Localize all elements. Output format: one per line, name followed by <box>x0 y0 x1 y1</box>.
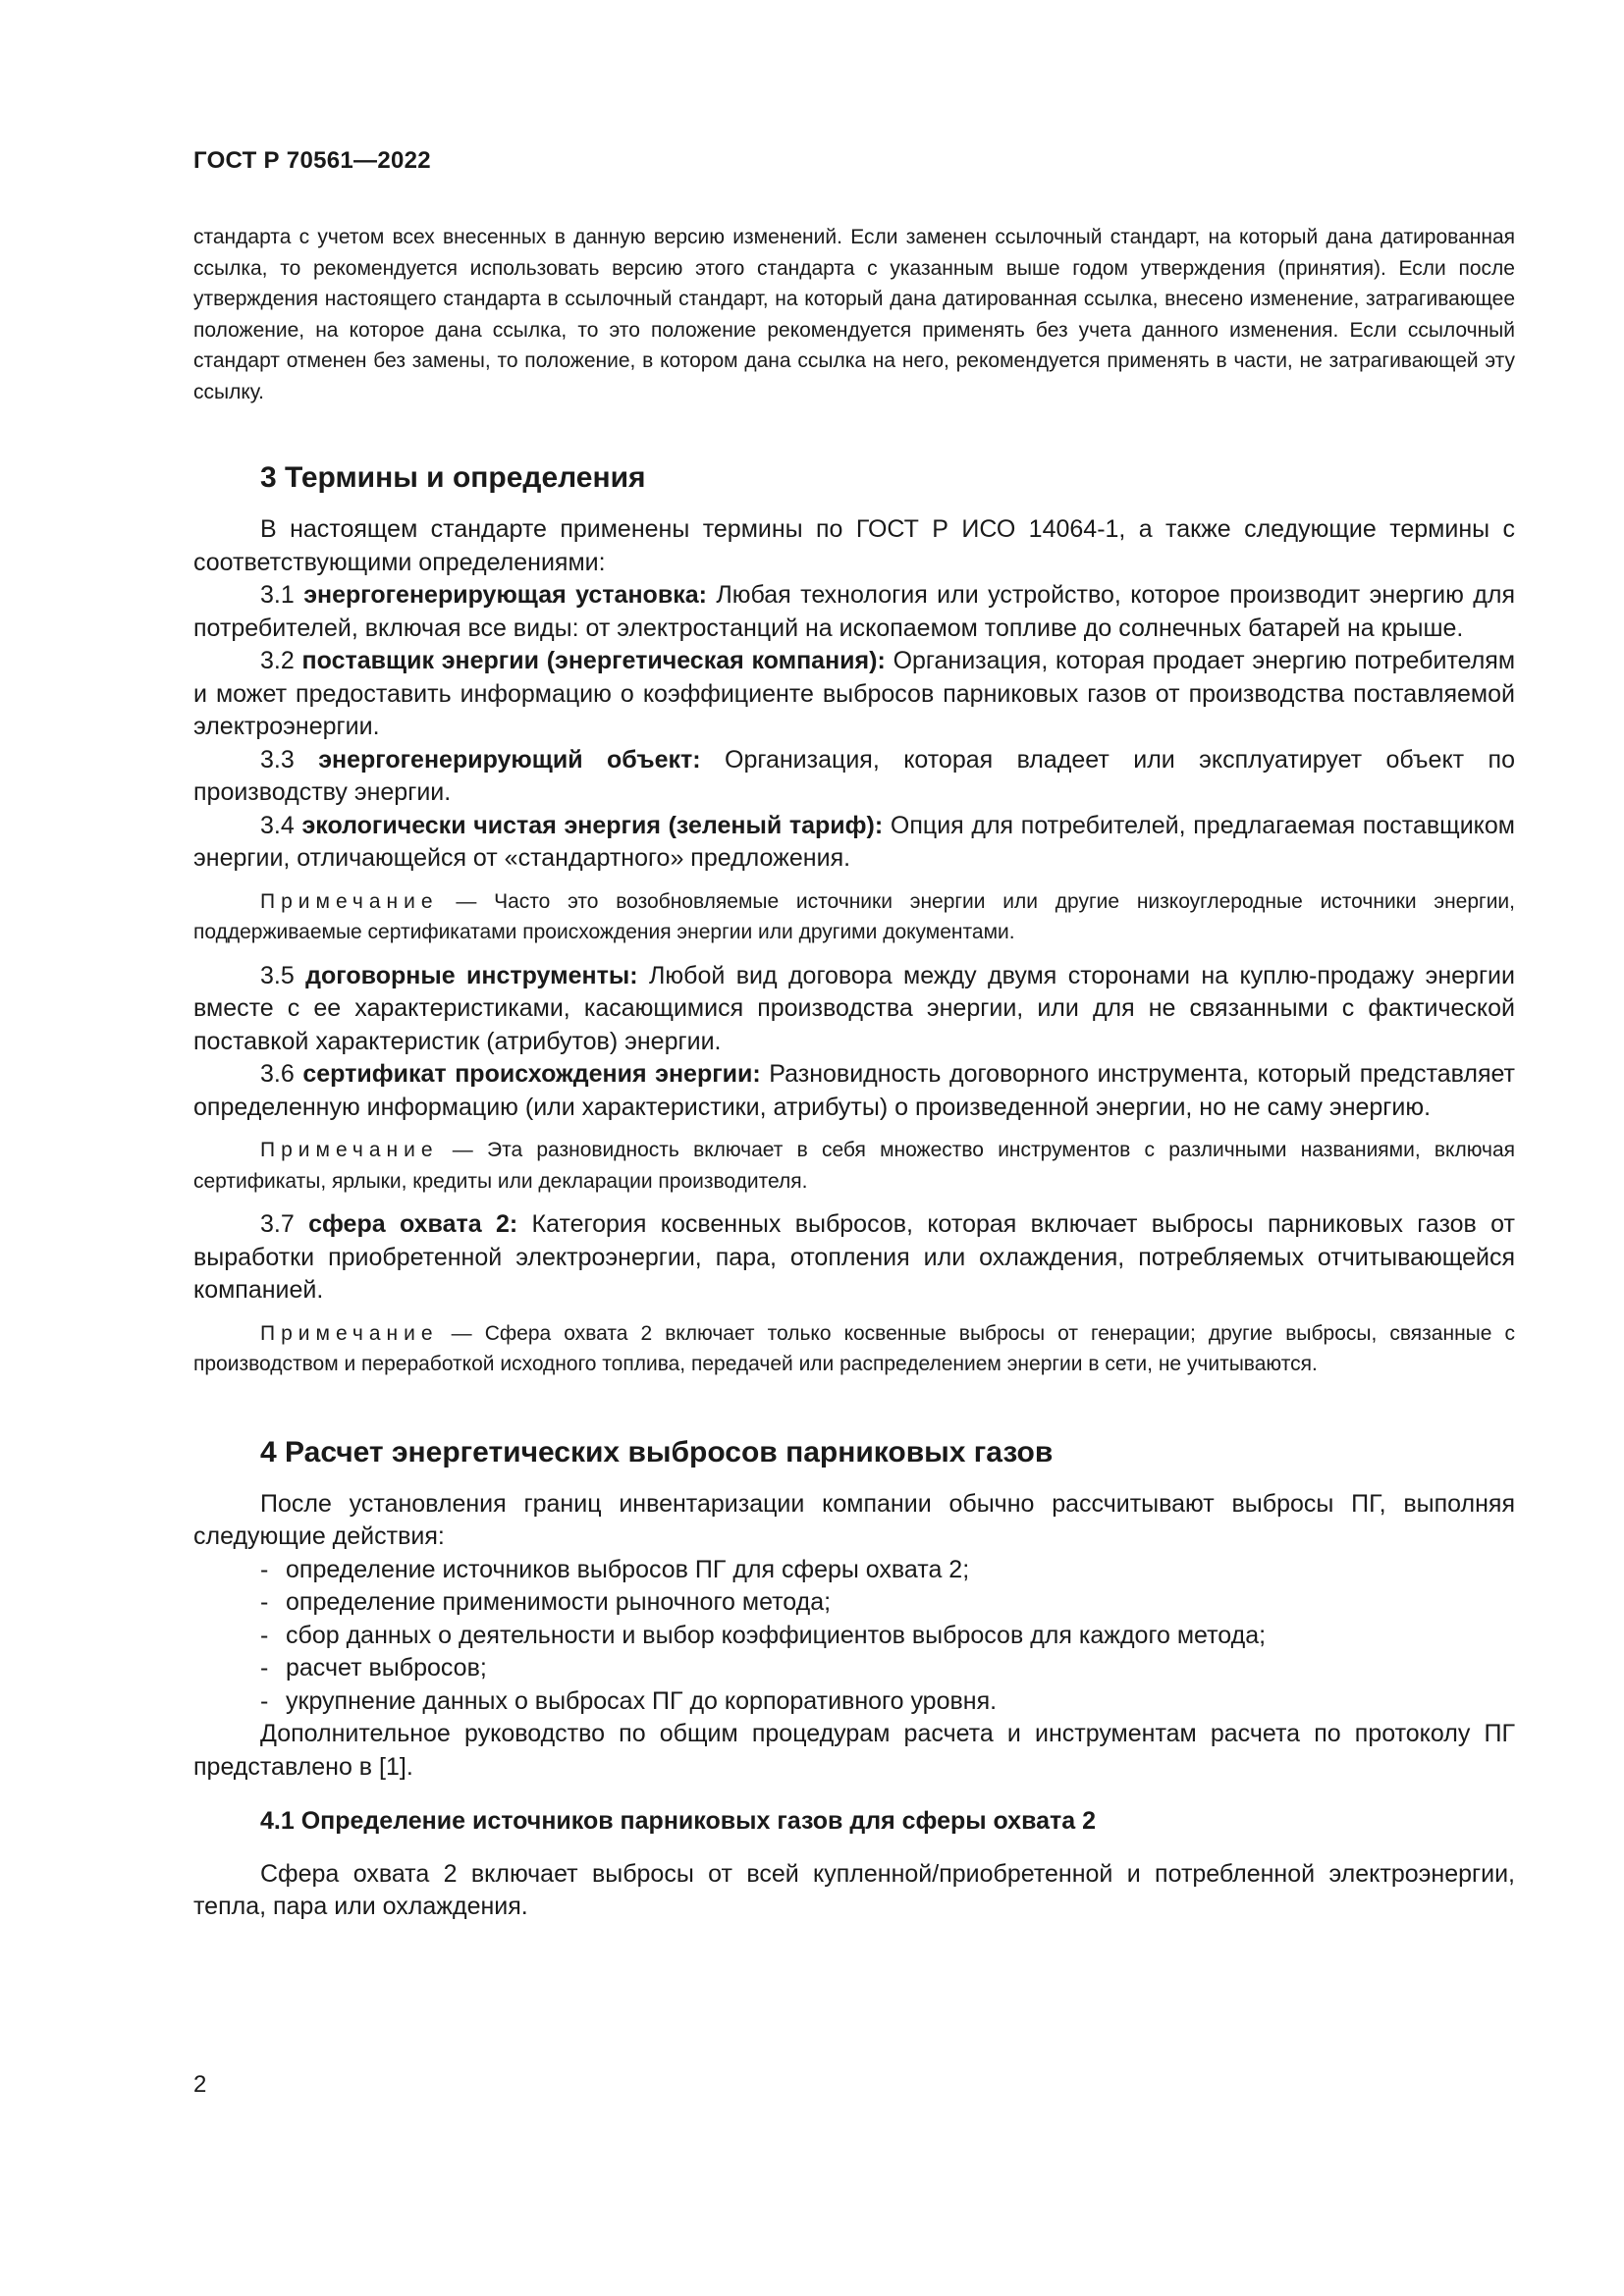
term-number: 3.5 <box>260 961 295 989</box>
note-text: — Сфера охвата 2 включает только косвенные выбросы от генерации; другие выбросы, связанные с производством и переработкой исходного топлива, передачей или распределением энергии в сети, не учитываются. <box>193 1321 1516 1375</box>
steps-list <box>193 1554 1515 1719</box>
list-marker: - <box>260 1621 269 1649</box>
section-4-extra: Дополнительное руководство по общим процедурам расчета и инструментам расчета по протоколу ПГ представлено в [1]. <box>193 1720 1515 1781</box>
term-definition: Категория косвенных выбросов, которая включает выбросы парниковых газов от выработки приобретенной электроэнергии, пара, отопления или охлаждения, потребляемых отчитывающейся компанией. <box>193 1210 1515 1304</box>
term-definition: Разновидность договорного инструмента, который представляет определенную информацию (или характеристики, атрибуты) о произведенной энергии, но не саму энергию. <box>193 1060 1516 1121</box>
list-item-text: определение применимости рыночного метода; <box>286 1588 832 1616</box>
term-name: экологически чистая энергия (зеленый тариф): <box>301 811 884 839</box>
intro-paragraph: стандарта с учетом всех внесенных в данную версию изменений. Если заменен ссылочный стандарт, на который дана датированная ссылка, то рекомендуется использовать версию этого стандарта с указанным выше годом утверждения (принятия). Если после утверждения настоящего стандарта в ссылочный стандарт, на который дана датированная ссылка, внесено изменение, затрагивающее положение, на которое дана ссылка, то это положение рекомендуется применять без учета данного изменения. Если ссылочный стандарт отменен без замены, то положение, в котором дана ссылка на него, рекомендуется применять в части, не затрагивающей эту ссылку. <box>193 226 1515 403</box>
note-text: — Часто это возобновляемые источники энергии или другие низкоуглеродные источники энергии, поддерживаемые сертификатами происхождения энергии или другими документами. <box>193 889 1515 943</box>
page-content <box>193 222 1515 1924</box>
term-definition: Организация, которая владеет или эксплуатирует объект по производству энергии. <box>193 745 1515 806</box>
list-item-text: укрупнение данных о выбросах ПГ до корпоративного уровня. <box>286 1686 998 1715</box>
term-number: 3.3 <box>260 745 295 774</box>
term-number: 3.1 <box>260 581 295 609</box>
list-marker: - <box>260 1555 269 1583</box>
term-number: 3.7 <box>260 1210 295 1238</box>
term-name: сфера охвата 2: <box>308 1210 518 1238</box>
term-name: энергогенерирующий объект: <box>318 745 701 774</box>
note-label: Примечание <box>260 1139 439 1161</box>
subsection-4-1-title: 4.1 Определение источников парниковых газов для сферы охвата 2 <box>260 1807 1097 1835</box>
list-item <box>260 1586 1515 1620</box>
term-definition: Любая технология или устройство, которое производит энергию для потребителей, включая все виды: от электростанций на ископаемом топливе до солнечных батарей на крыше. <box>193 581 1515 642</box>
term-definition: Опция для потребителей, предлагаемая поставщиком энергии, отличающейся от «стандартного» предложения. <box>193 811 1515 872</box>
list-item <box>260 1652 1515 1685</box>
term-3-5 <box>193 960 1515 1059</box>
list-item <box>260 1685 1515 1719</box>
note-2 <box>193 1135 1515 1197</box>
term-3-3 <box>193 744 1515 810</box>
document-header: ГОСТ Р 70561—2022 <box>193 147 431 174</box>
term-number: 3.4 <box>260 811 295 839</box>
note-label: Примечание <box>260 1321 439 1345</box>
list-item-text: расчет выбросов; <box>286 1654 487 1682</box>
list-item <box>260 1620 1515 1653</box>
term-name: энергогенерирующая установка: <box>303 581 707 609</box>
term-3-4 <box>193 810 1515 876</box>
term-name: поставщик энергии (энергетическая компания): <box>301 647 886 674</box>
list-item <box>260 1554 1515 1587</box>
section-4-title: 4 Расчет энергетических выбросов парниковых газов <box>260 1435 1054 1468</box>
term-definition: Организация, которая продает энергию потребителям и может предоставить информацию о коэффициенте выбросов парниковых газов от производства поставляемой электроэнергии. <box>193 647 1516 740</box>
term-number: 3.2 <box>260 647 295 674</box>
term-name: договорные инструменты: <box>305 961 638 989</box>
note-label: Примечание <box>260 889 439 913</box>
note-text: — Эта разновидность включает в себя множество инструментов с различными названиями, включая сертификаты, ярлыки, кредиты или декларации производителя. <box>193 1139 1515 1193</box>
section-3-lead: В настоящем стандарте применены термины по ГОСТ Р ИСО 14064-1, а также следующие термины с соответствующими определениями: <box>193 515 1515 576</box>
page-number: 2 <box>193 2071 207 2098</box>
term-3-1 <box>193 579 1515 645</box>
term-3-6 <box>193 1058 1515 1124</box>
list-item-text: определение источников выбросов ПГ для сферы охвата 2; <box>286 1555 970 1583</box>
list-marker: - <box>260 1654 269 1682</box>
term-number: 3.6 <box>260 1060 295 1088</box>
note-1 <box>193 886 1515 948</box>
section-4-lead: После установления границ инвентаризации компании обычно рассчитывают выбросы ПГ, выполняя следующие действия: <box>193 1489 1515 1550</box>
subsection-4-1-text: Сфера охвата 2 включает выбросы от всей купленной/приобретенной и потребленной электроэнергии, тепла, пара или охлаждения. <box>193 1859 1515 1920</box>
list-marker: - <box>260 1588 269 1616</box>
term-definition: Любой вид договора между двумя сторонами на куплю-продажу энергии вместе с ее характеристиками, касающимися производства энергии, или для не связанными с фактической поставкой характеристик (атрибутов) энергии. <box>193 961 1515 1055</box>
section-3-title: 3 Термины и определения <box>260 461 646 494</box>
term-3-2 <box>193 645 1515 744</box>
term-3-7 <box>193 1208 1515 1308</box>
term-name: сертификат происхождения энергии: <box>302 1060 761 1088</box>
note-3 <box>193 1318 1515 1380</box>
list-marker: - <box>260 1686 269 1715</box>
list-item-text: сбор данных о деятельности и выбор коэффициентов выбросов для каждого метода; <box>286 1621 1267 1649</box>
